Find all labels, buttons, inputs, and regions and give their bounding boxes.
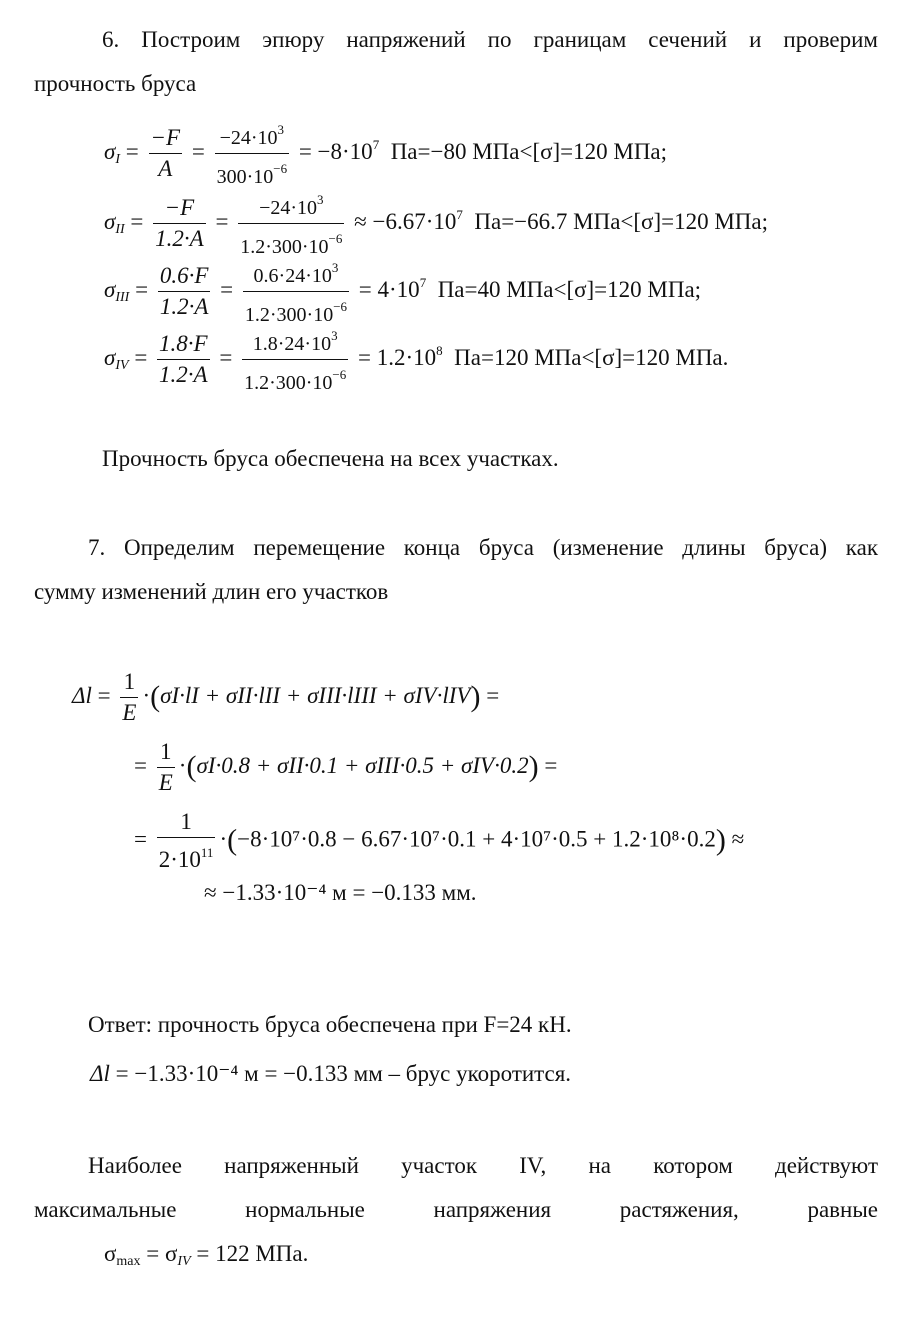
step7-line1: 7. Определим перемещение конца бруса (изменение длины бруса) как <box>88 535 878 560</box>
stress-formula-row: $\sigma_{IV}$ = $\frac{1.8\cdot F}{1.2\cdot A}$ = $\frac{1.8\cdot 24\cdot 10^3}{1.2\cdot 300\cdot 10^{-6}}$ = $1.2\cdot 10^8$ Па=120 МПа<[σ]=120 МПа. <box>104 322 728 397</box>
delta-row-1: Δl = $\frac{1}{E}$ ·(σI·lI + σII·lII + σIII·lIII + σIV·lIV) = <box>72 669 500 725</box>
step6-paragraph <box>34 18 878 106</box>
strength-note: Прочность бруса обеспечена на всех участках. <box>102 446 559 471</box>
answer-line-1: Ответ: прочность бруса обеспечена при F=24 кН. <box>88 1012 572 1037</box>
delta-row-2: = $\frac{1}{E}$ ·(σI·0.8 + σII·0.1 + σIII·0.5 + σIV·0.2) = <box>134 739 558 795</box>
delta-row3-inner: −8·10⁷·0.8 − 6.67·10⁷·0.1 + 4·10⁷·0.5 + 1.2·10⁸·0.2 <box>237 826 716 852</box>
conclusion-paragraph <box>34 1144 878 1232</box>
step6-line2: прочность бруса <box>34 71 197 96</box>
stress-formula-row: $\sigma_{II}$ = $\frac{-F}{1.2\cdot A}$ = $\frac{-24\cdot 10^3}{1.2\cdot 300\cdot 10^{-6}}$ ≈ $-6.67\cdot 10^7$ Па=−66.7 МПа<[σ]=120 МПа; <box>104 186 768 261</box>
step7-line2: сумму изменений длин его участков <box>34 579 389 604</box>
delta-row1-inner: σI·lI + σII·lII + σIII·lIII + σIV·lIV <box>160 682 471 708</box>
step6-line1: 6. Построим эпюру напряжений по границам сечений и проверим <box>102 27 878 52</box>
max-stress-formula: $\sigma_{max} = \sigma_{IV} = 122$ МПа. <box>104 1241 309 1269</box>
step7-paragraph <box>34 526 878 614</box>
stress-formula-row: $\sigma_I$ = $\frac{-F}{A}$ = $\frac{-24\cdot 10^3}{300\cdot 10^{-6}}$ = $-8\cdot 10^7$ Па=−80 МПа<[σ]=120 МПа; <box>104 116 667 191</box>
conclusion-line2: максимальные нормальные напряжения растяжения, равные <box>34 1197 878 1222</box>
answer-line-2: Δl = −1.33·10⁻⁴ м = −0.133 мм – брус укоротится. <box>90 1061 572 1086</box>
conclusion-line1: Наиболее напряженный участок IV, на котором действуют <box>88 1153 878 1178</box>
delta-row-4: ≈ −1.33·10⁻⁴ м = −0.133 мм. <box>204 880 477 905</box>
stress-formula-row: $\sigma_{III}$ = $\frac{0.6\cdot F}{1.2\cdot A}$ = $\frac{0.6\cdot 24\cdot 10^3}{1.2\cdot 300\cdot 10^{-6}}$ = $4\cdot 10^7$ Па=40 МПа<[σ]=120 МПа; <box>104 254 701 329</box>
delta-row-3: = $\frac{1}{2\cdot 10^{11}}$ ·(−8·10⁷·0.8 − 6.67·10⁷·0.1 + 4·10⁷·0.5 + 1.2·10⁸·0.2) ≈ <box>134 809 745 872</box>
delta-row2-inner: σI·0.8 + σII·0.1 + σIII·0.5 + σIV·0.2 <box>196 752 529 778</box>
